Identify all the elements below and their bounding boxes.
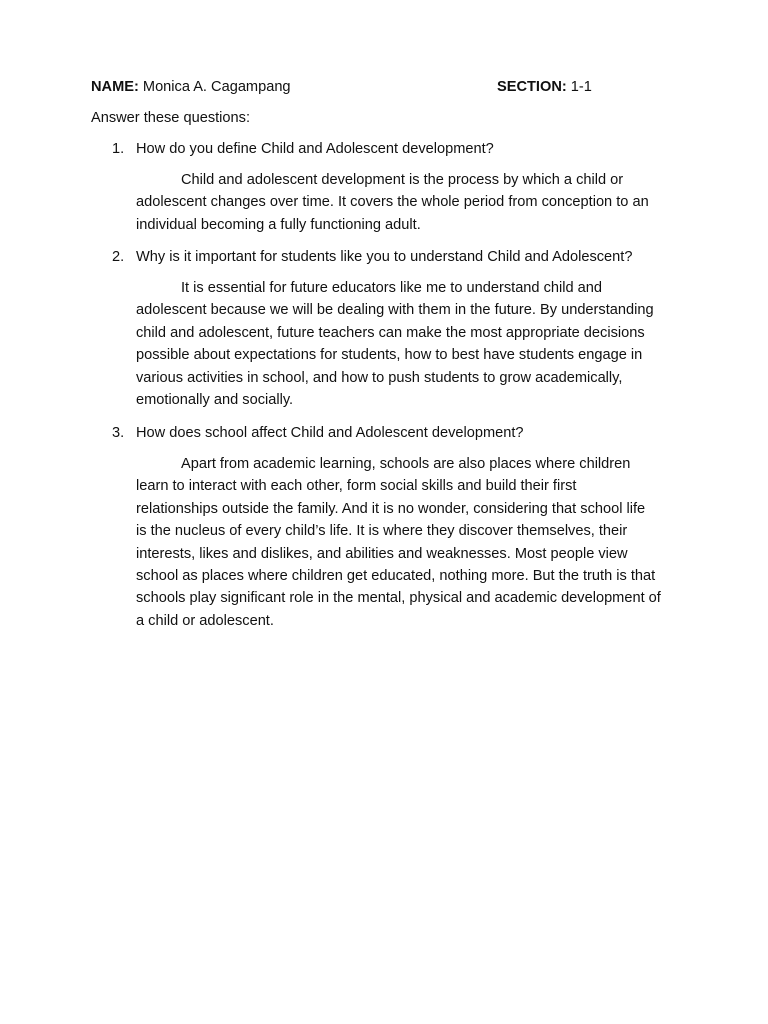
answer-line: interests, likes and dislikes, and abilities and weaknesses. Most people view [136, 545, 628, 562]
question-text: How do you define Child and Adolescent development? [136, 141, 494, 157]
answer-line: adolescent changes over time. It covers the whole period from conception to an [136, 194, 649, 211]
answer-line: learn to interact with each other, form social skills and build their first [136, 478, 577, 495]
name-value: Monica A. Cagampang [142, 79, 291, 95]
answer-line: emotionally and socially. [136, 391, 294, 408]
answer-line: is the nucleus of every child’s life. It is where they discover themselves, their [136, 523, 628, 540]
question-number: 1. [112, 141, 125, 157]
answer-line: Apart from academic learning, schools are also places where children [181, 456, 631, 472]
question-1 [112, 139, 494, 159]
answer-2 [136, 277, 686, 411]
answer-line: relationships outside the family. And it is no wonder, considering that school life [136, 500, 646, 517]
answer-1 [136, 169, 686, 236]
answer-line: various activities in school, and how to push students to grow academically, [136, 369, 623, 386]
question-3 [112, 423, 524, 443]
answer-line: individual becoming a fully functioning adult. [136, 216, 421, 233]
answer-line: It is essential for future educators like me to understand child and [181, 280, 603, 296]
section-field [497, 77, 592, 97]
answer-line: school as places where children get educated, nothing more. But the truth is that [136, 567, 656, 584]
question-text: Why is it important for students like you to understand Child and Adolescent? [136, 249, 633, 265]
intro-text: Answer these questions: [91, 110, 250, 126]
answer-3 [136, 453, 686, 632]
question-number: 2. [112, 249, 125, 265]
question-2 [112, 247, 632, 267]
answer-line: a child or adolescent. [136, 612, 274, 629]
answer-line: child and adolescent, future teachers can make the most appropriate decisions [136, 324, 645, 341]
answer-line: possible about expectations for students, how to best have students engage in [136, 347, 643, 364]
name-label: NAME: [91, 79, 139, 95]
name-field [91, 77, 291, 97]
section-value: 1-1 [570, 79, 592, 95]
header-row [91, 77, 691, 97]
section-label: SECTION: [497, 79, 567, 95]
question-text: How does school affect Child and Adolescent development? [136, 425, 524, 441]
answer-line: Child and adolescent development is the process by which a child or [181, 172, 624, 188]
answer-line: schools play significant role in the mental, physical and academic development of [136, 590, 661, 607]
question-number: 3. [112, 425, 125, 441]
answer-line: adolescent because we will be dealing with them in the future. By understanding [136, 302, 654, 319]
